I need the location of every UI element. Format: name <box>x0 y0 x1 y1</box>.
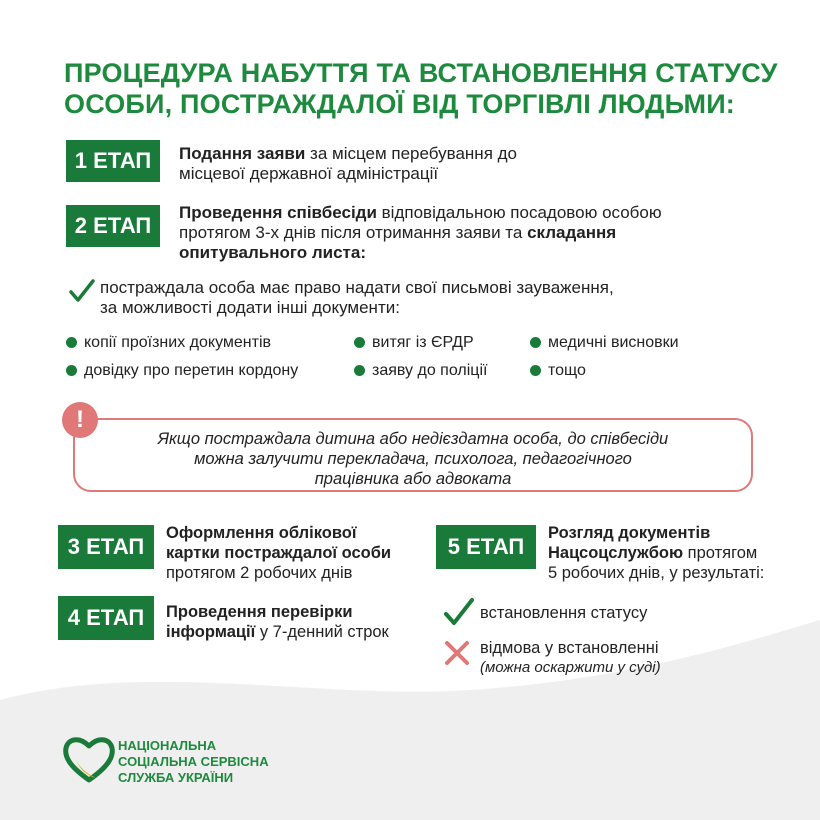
bullet-dot-icon <box>530 337 541 348</box>
stage-1-badge: 1 ЕТАП <box>66 140 160 182</box>
list-item: витяг із ЄРДР <box>354 333 474 353</box>
stage-4-bold2: інформації <box>166 623 256 641</box>
stage-2-bold2: складання <box>527 223 617 242</box>
stage-5-bold2: Нацсоцслужбою <box>548 544 684 562</box>
notice-text <box>105 429 721 489</box>
bullet-dot-icon <box>66 365 77 376</box>
checkmark-icon <box>68 277 96 305</box>
stage-4-text-line: у 7-денний строк <box>255 623 389 641</box>
notice-line3: працівника або адвоката <box>314 470 512 488</box>
notice-box <box>73 418 753 492</box>
stage-2-bold1: Проведення співбесіди <box>179 203 377 222</box>
page-title-line1: ПРОЦЕДУРА НАБУТТЯ ТА ВСТАНОВЛЕННЯ СТАТУСУ <box>64 58 778 88</box>
stage-5-badge: 5 ЕТАП <box>436 525 536 569</box>
stage-1-bold: Подання заяви <box>179 144 306 163</box>
stage-1-text1: за місцем перебування до <box>305 144 517 163</box>
list-item: копії проїзних документів <box>66 333 271 353</box>
list-item: заяву до поліції <box>354 361 487 381</box>
notice-line2: можна залучити перекладача, психолога, педагогічного <box>194 450 632 468</box>
bullet-dot-icon <box>530 365 541 376</box>
logo-line1: НАЦІОНАЛЬНА <box>118 738 217 753</box>
logo-text <box>118 738 269 786</box>
stage-4-badge: 4 ЕТАП <box>58 596 154 640</box>
result-negative-text: відмова у встановленні <box>480 639 659 657</box>
stage-3-text <box>166 523 426 583</box>
stage-2-bold3: опитувального листа: <box>179 243 366 262</box>
list-item: медичні висновки <box>530 333 679 353</box>
stage-3-bold1: Оформлення облікової <box>166 524 357 542</box>
logo-line2: СОЦІАЛЬНА СЕРВІСНА <box>118 754 269 769</box>
exclamation-icon: ! <box>62 402 98 438</box>
stage-2-text <box>179 203 759 263</box>
stage-3-text-line: протягом 2 робочих днів <box>166 564 353 582</box>
stage-1-text2: місцевої державної адміністрації <box>179 164 439 183</box>
stage-5-text <box>548 523 808 583</box>
stage-3-bold2: картки постраждалої особи <box>166 544 392 562</box>
page-title <box>64 58 784 120</box>
stage-2-text2: протягом 3-х днів після отримання заяви та <box>179 223 528 242</box>
result-positive: встановлення статусу <box>480 604 648 622</box>
bullet-dot-icon <box>66 337 77 348</box>
result-negative <box>480 638 661 678</box>
stage-3-badge: 3 ЕТАП <box>58 525 154 569</box>
logo-heart-icon <box>62 732 116 786</box>
list-item: довідку про перетин кордону <box>66 361 298 381</box>
right-note-line1: постраждала особа має право надати свої письмові зауваження, <box>100 278 614 297</box>
stage-1-text <box>179 144 739 184</box>
right-note <box>100 278 760 318</box>
stage-4-text <box>166 602 426 642</box>
bullet-dot-icon <box>354 337 365 348</box>
bullet-dot-icon <box>354 365 365 376</box>
result-cross-icon <box>442 638 472 668</box>
page-title-line2: ОСОБИ, ПОСТРАЖДАЛОЇ ВІД ТОРГІВЛІ ЛЮДЬМИ: <box>64 89 735 119</box>
right-note-line2: за можливості додати інші документи: <box>100 298 400 317</box>
stage-2-badge: 2 ЕТАП <box>66 205 160 247</box>
result-checkmark-icon <box>442 595 476 629</box>
notice-line1: Якщо постраждала дитина або недієздатна особа, до співбесіди <box>157 430 669 448</box>
stage-4-bold1: Проведення перевірки <box>166 603 353 621</box>
logo-line3: СЛУЖБА УКРАЇНИ <box>118 770 234 785</box>
stage-5-text2: 5 робочих днів, у результаті: <box>548 564 765 582</box>
stage-5-text1: протягом <box>683 544 758 562</box>
stage-2-text1: відповідальною посадовою особою <box>376 203 662 222</box>
stage-5-bold1: Розгляд документів <box>548 524 711 542</box>
result-negative-note: (можна оскаржити у суді) <box>480 659 661 676</box>
list-item: тощо <box>530 361 586 381</box>
